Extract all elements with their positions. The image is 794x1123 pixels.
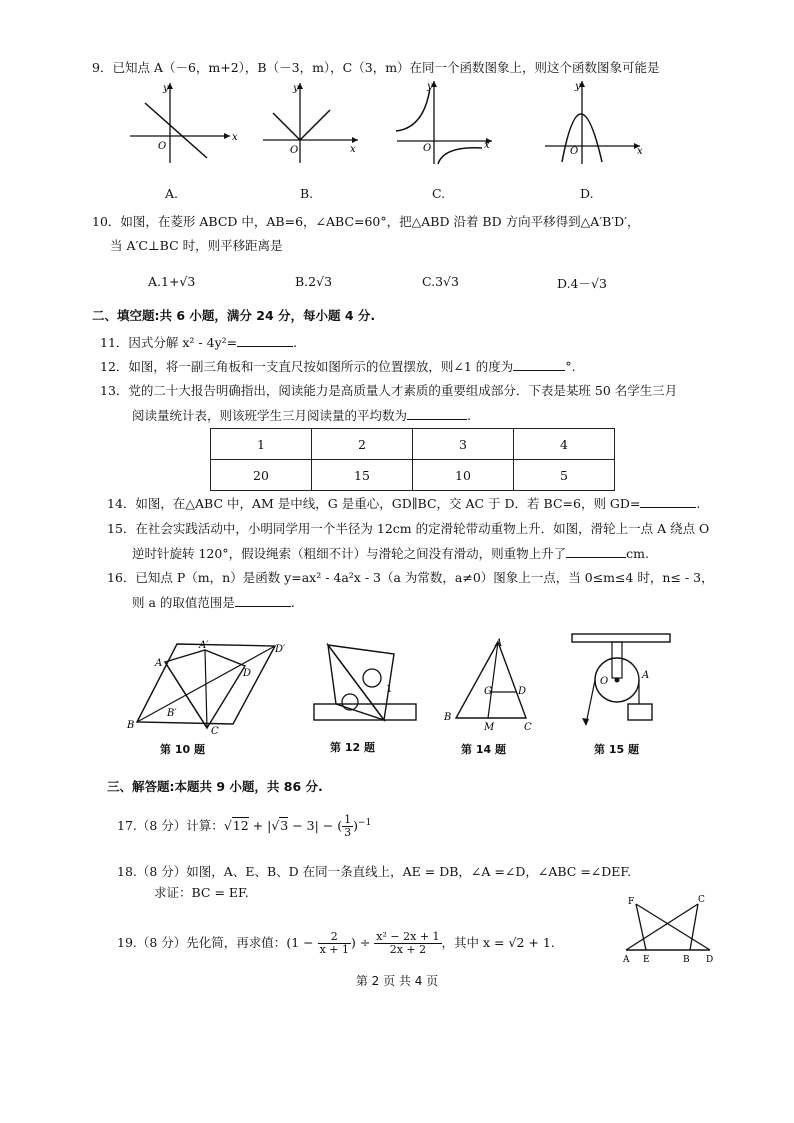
caption-q10: 第 10 题: [160, 743, 205, 756]
q9-option-a: A.: [165, 186, 179, 201]
svg-text:G: G: [484, 686, 492, 697]
table-cell: 4: [514, 429, 615, 460]
svg-text:C: C: [211, 726, 219, 737]
q17-stem: 17.（8 分）计算：: [117, 818, 224, 834]
q19-suffix: ，其中 x = √2 + 1.: [441, 935, 555, 950]
svg-text:x: x: [484, 140, 490, 151]
page-footer: 第 2 页 共 4 页: [355, 974, 439, 988]
table-cell: 20: [211, 460, 312, 491]
svg-text:O: O: [290, 145, 299, 156]
figure-q14-triangle: [440, 636, 550, 732]
q15-blank: [566, 545, 626, 558]
svg-text:D: D: [243, 668, 252, 679]
figure-q10-rhombus: [125, 636, 300, 736]
q10-option-b: B.2√3: [295, 274, 333, 289]
svg-text:O: O: [158, 141, 167, 152]
q18-line2: 求证：BC = EF.: [154, 885, 249, 900]
q9-option-c: C.: [432, 186, 446, 201]
caption-q14: 第 14 题: [461, 743, 506, 756]
svg-text:A′: A′: [199, 640, 209, 651]
table-cell: 10: [413, 460, 514, 491]
svg-text:M: M: [484, 722, 495, 733]
table-cell: 1: [211, 429, 312, 460]
svg-text:C: C: [524, 722, 532, 733]
svg-text:O: O: [570, 146, 579, 157]
section3-heading: 三、解答题:本题共 9 小题，共 86 分.: [107, 779, 323, 794]
q9-text: 9．已知点 A（－6，m+2），B（－3，m），C（3，m）在同一个函数图象上，则这个函数图象可能是: [92, 60, 660, 75]
svg-text:B′: B′: [167, 708, 177, 719]
caption-q12: 第 12 题: [330, 741, 375, 754]
q10-option-c: C.3√3: [422, 274, 459, 289]
reading-table: [210, 428, 615, 491]
svg-text:A: A: [642, 670, 650, 681]
q14-stem: 14．如图，在△ABC 中，AM 是中线，G 是重心，GD∥BC，交 AC 于 D．若 BC=6，则 GD=: [107, 496, 641, 511]
svg-text:C: C: [698, 895, 705, 905]
svg-text:A: A: [495, 638, 503, 649]
q10-option-d: D.4－√3: [557, 276, 607, 291]
svg-text:A: A: [155, 658, 163, 669]
svg-text:D: D: [706, 955, 714, 965]
q10-option-a: A.1+√3: [148, 274, 196, 289]
svg-text:y: y: [575, 81, 581, 92]
table-row: [211, 429, 615, 460]
q12-blank: [513, 358, 565, 371]
q12-text: [100, 358, 576, 375]
q11-text: 11．因式分解 x² - 4y²= .: [100, 335, 298, 350]
q17-text: 17.（8 分）计算：√12 + |√3 − 3| − ( $\frac{1}{3}$ )$^{-1}$: [117, 813, 372, 840]
q10-line2: 当 A′C⊥BC 时，则平移距离是: [110, 238, 283, 253]
table-cell: 5: [514, 460, 615, 491]
q15-line2: [132, 545, 649, 562]
q16-line1: 16．已知点 P（m，n）是函数 y=ax² - 4a²x - 3（a 为常数，a≠0）图象上一点，当 0≤m≤4 时，n≤ - 3，: [107, 570, 714, 585]
table-cell: 3: [413, 429, 514, 460]
q15-line1: 15．在社会实践活动中，小明同学用一个半径为 12cm 的定滑轮带动重物上升．如图，滑轮上一点 A 绕点 O: [107, 521, 710, 536]
q16-blank: [235, 594, 291, 607]
table-cell: 15: [312, 460, 413, 491]
q14-blank: [640, 495, 696, 508]
q11-stem: 11．因式分解 x² - 4y²=: [100, 335, 238, 350]
figure-q15-pulley: [568, 632, 678, 732]
svg-text:F: F: [628, 897, 635, 907]
svg-text:y: y: [163, 83, 169, 94]
svg-text:x: x: [232, 132, 238, 143]
q14-text: 14．如图，在△ABC 中，AM 是中线，G 是重心，GD∥BC，交 AC 于 D．若 BC=6，则 GD= .: [107, 496, 701, 511]
q19-text: 19.（8 分）先化简，再求值：(1 − $\frac{2}{x + 1}$ ) ÷ $\frac{\text{x² − 2x + 1}}{2x + 2}$ ，其中 x = √2 + 1.: [117, 930, 555, 956]
q12-unit: °.: [565, 359, 576, 374]
q9-option-d: D.: [580, 186, 594, 201]
svg-text:x: x: [350, 144, 356, 155]
q13-line1: 13．党的二十大报告明确指出，阅读能力是高质量人才素质的重要组成部分．下表是某班 50 名学生三月: [100, 383, 678, 398]
figure-q12-triangles: [310, 640, 420, 726]
svg-text:D: D: [518, 686, 527, 697]
figure-q18: [618, 892, 718, 964]
q16-stem: 则 a 的取值范围是: [132, 595, 235, 610]
svg-text:B: B: [444, 712, 452, 723]
svg-text:1: 1: [386, 684, 393, 695]
q12-stem: 12．如图，将一副三角板和一支直尺按如图所示的位置摆放，则∠1 的度为: [100, 359, 514, 374]
table-row: [211, 460, 615, 491]
q13-blank: [407, 407, 467, 420]
caption-q15: 第 15 题: [594, 743, 639, 756]
q9-option-b: B.: [300, 186, 314, 201]
q15-stem: 逆时针旋转 120°，假设绳索（粗细不计）与滑轮之间没有滑动，则重物上升了: [132, 546, 567, 561]
q9-graph-c: [392, 76, 502, 166]
q9-graph-a: [125, 78, 238, 166]
q9-graph-d: [540, 76, 650, 166]
svg-text:x: x: [637, 146, 643, 157]
q9-graph-b: [258, 78, 368, 166]
q18-line1: 18.（8 分）如图，A、E、B、D 在同一条直线上，AE = DB，∠A =∠D，∠ABC =∠DEF.: [117, 864, 632, 879]
svg-text:O: O: [600, 676, 609, 687]
svg-text:A: A: [623, 955, 630, 965]
table-cell: 2: [312, 429, 413, 460]
svg-text:y: y: [293, 83, 299, 94]
section2-heading: 二、填空题:共 6 小题，满分 24 分，每小题 4 分.: [92, 308, 376, 323]
svg-text:y: y: [427, 81, 433, 92]
svg-text:D′: D′: [275, 644, 286, 655]
svg-text:O: O: [423, 143, 432, 154]
svg-text:B: B: [683, 955, 690, 965]
q15-unit: cm.: [626, 546, 649, 561]
q13-stem: 阅读量统计表，则该班学生三月阅读量的平均数为: [132, 408, 408, 423]
svg-text:B: B: [127, 720, 135, 731]
q13-line2: 阅读量统计表，则该班学生三月阅读量的平均数为 .: [132, 408, 471, 423]
svg-text:E: E: [643, 955, 650, 965]
q16-line2: 则 a 的取值范围是 .: [132, 595, 295, 610]
q11-blank: [237, 334, 293, 347]
q10-line1: 10．如图，在菱形 ABCD 中，AB=6，∠ABC=60°，把△ABD 沿着 BD 方向平移得到△A′B′D′，: [92, 214, 640, 229]
q19-prefix: 19.（8 分）先化简，再求值：: [117, 935, 287, 950]
